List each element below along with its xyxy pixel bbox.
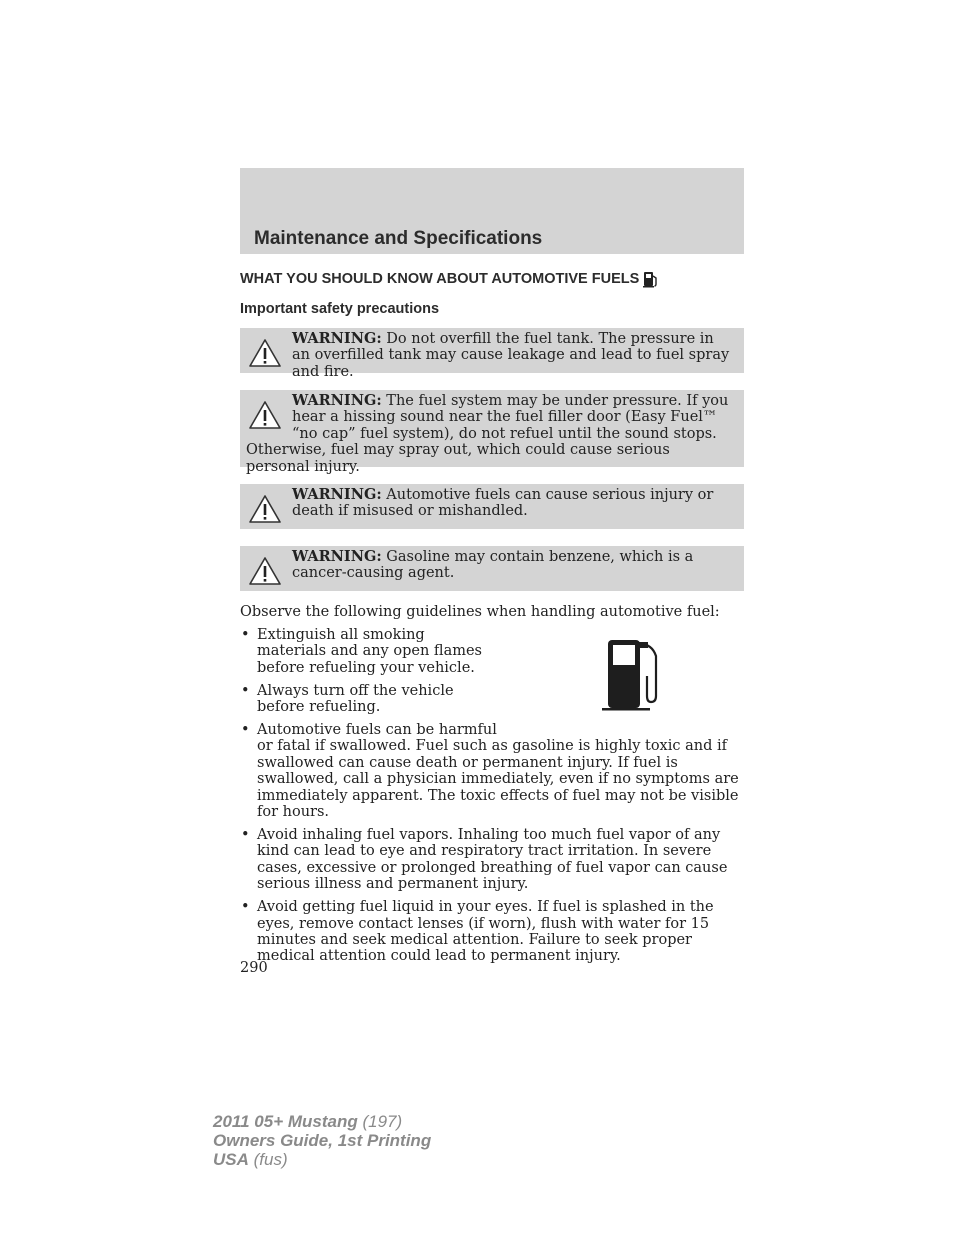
header-band — [240, 168, 744, 254]
warning-triangle-icon — [248, 494, 282, 524]
warning-box — [240, 390, 744, 475]
footer-printing: Owners Guide, 1st Printing — [213, 1131, 432, 1150]
list-item: • Avoid inhaling fuel vapors. Inhaling too much fuel vapor of any kind can lead to eye and respiratory tract irritation. In severe cases, excessive or prolonged breathing of fuel vapor can cause serious illness and permanent injury. — [240, 827, 744, 893]
warning-triangle-icon — [248, 400, 282, 430]
list-item: • Extinguish all smoking materials and any open flames before refueling your vehicle. — [240, 627, 497, 676]
footer-market: USA — [213, 1150, 249, 1169]
intro-text: Observe the following guidelines when handling automotive fuel: — [240, 604, 720, 620]
warning-triangle-icon — [248, 338, 282, 368]
footer-market-code: (fus) — [248, 1150, 288, 1169]
warning-text: Automotive fuels can cause serious injury or death if misused or mishandled. — [292, 487, 714, 520]
warning-label: WARNING: — [292, 486, 382, 503]
footer — [213, 1112, 431, 1169]
section-title — [240, 270, 659, 288]
warning-box — [240, 546, 744, 591]
list-item-continuation-text: or fatal if swallowed. Fuel such as gasoline is highly toxic and if swallowed can cause death or permanent injury. If fuel is swallowed, call a physician immediately, even if no symptoms are immediately apparent. The toxic effects of fuel may not be visible for hours. — [257, 738, 739, 821]
footer-model: 2011 05+ Mustang — [213, 1112, 358, 1131]
warning-text: Gasoline may contain benzene, which is a cancer-causing agent. — [292, 549, 694, 582]
list-item: • Avoid getting fuel liquid in your eyes. If fuel is splashed in the eyes, remove contact lenses (if worn), flush with water for 15 minutes and seek medical attention. Failure to seek proper medical attention could lead to permanent injury. — [240, 899, 744, 965]
fuel-pump-icon — [643, 270, 659, 288]
warning-text: Do not overfill the fuel tank. The pressure in an overfilled tank may cause leakage and lead to fuel spray and fire. — [292, 331, 730, 380]
warning-label: WARNING: — [292, 392, 382, 409]
guideline-list — [240, 627, 744, 971]
footer-line-1 — [213, 1112, 431, 1131]
warning-box — [240, 328, 744, 380]
fuel-pump-illustration-icon — [600, 636, 666, 714]
footer-model-code: (197) — [357, 1112, 403, 1131]
warning-box — [240, 484, 744, 529]
warning-triangle-icon — [248, 556, 282, 586]
section-title-text: WHAT YOU SHOULD KNOW ABOUT AUTOMOTIVE FUELS — [240, 271, 640, 287]
warning-label: WARNING: — [292, 330, 382, 347]
footer-line-3 — [213, 1150, 431, 1169]
list-item-continuation — [240, 738, 744, 820]
warning-label: WARNING: — [292, 548, 382, 565]
list-item: • Automotive fuels can be harmful — [240, 722, 744, 738]
page-number: 290 — [240, 960, 268, 976]
subsection-title: Important safety precautions — [240, 301, 440, 317]
list-item: • Always turn off the vehicle before refueling. — [240, 683, 497, 716]
footer-line-2 — [213, 1131, 431, 1150]
warning-text: The fuel system may be under pressure. If you hear a hissing sound near the fuel filler door (Easy Fuel™ “no cap” fuel system), do not refuel until the sound stops. Otherwise, fuel may spray out, which could cause serious personal injury. — [246, 393, 729, 475]
page-title: Maintenance and Specifications — [254, 228, 543, 249]
